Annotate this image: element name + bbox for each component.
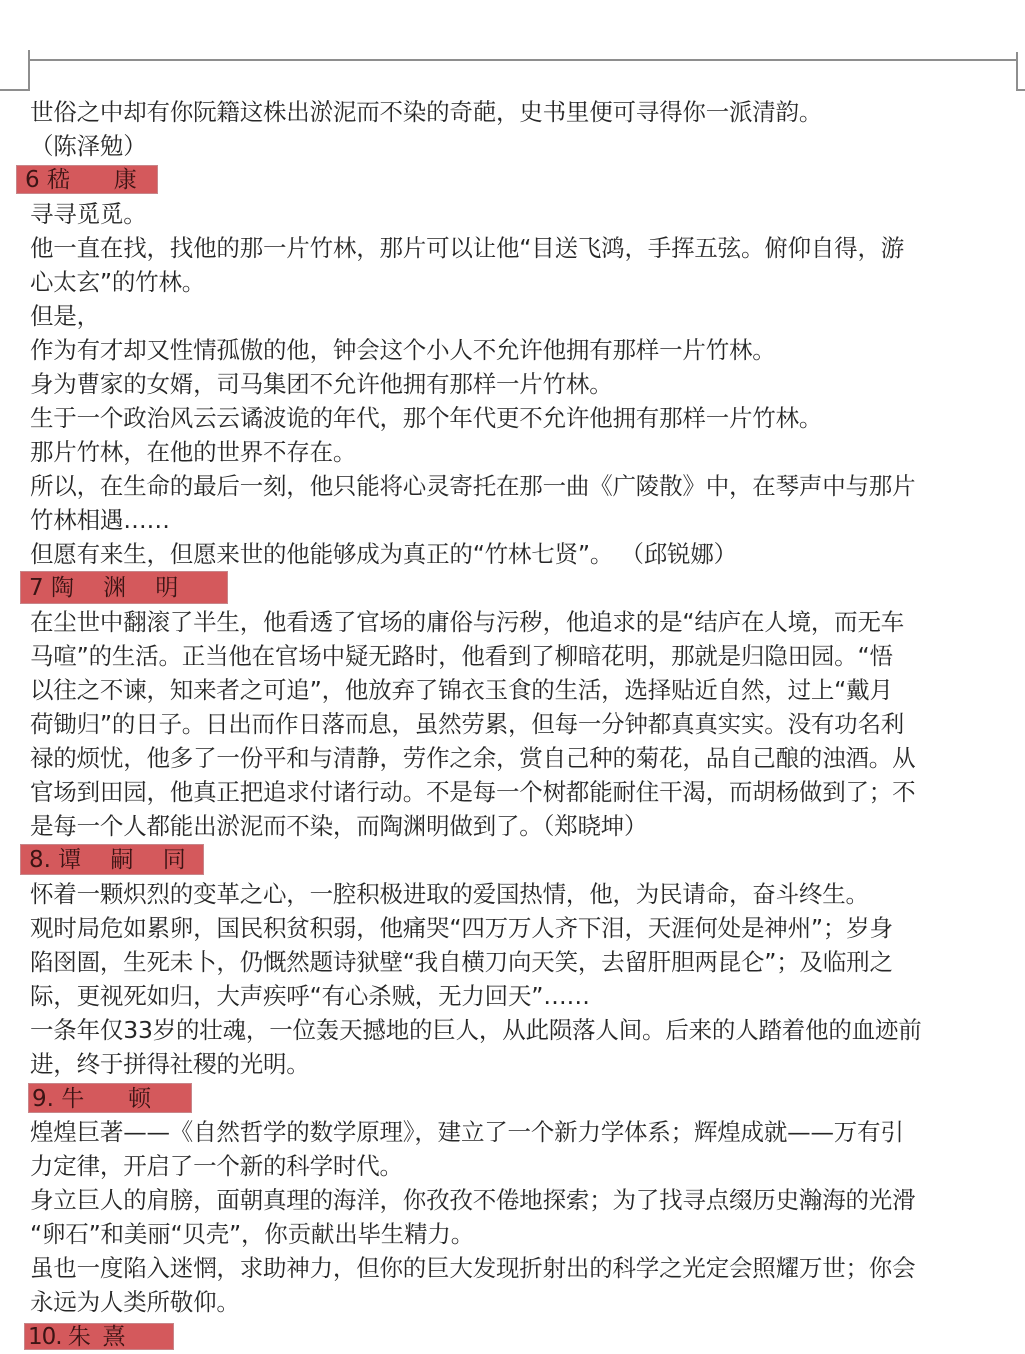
paragraph-line: 煌煌巨著——《自然哲学的数学原理》，建立了一个新力学体系；辉煌成就——万有引	[30, 1118, 904, 1146]
paragraph-line: 所以，在生命的最后一刻，他只能将心灵寄托在那一曲《广陵散》中，在琴声中与那片	[30, 472, 916, 500]
paragraph-line: “卵石”和美丽“贝壳”，你贡献出毕生精力。	[30, 1220, 474, 1248]
paragraph-line: 际，更视死如归，大声疾呼“有心杀贼，无力回天”……	[30, 982, 590, 1010]
paragraph-line: 但愿有来生，但愿来世的他能够成为真正的“竹林七贤”。 （邱锐娜）	[30, 540, 737, 568]
paragraph-line: 作为有才却又性情孤傲的他，钟会这个小人不允许他拥有那样一片竹林。	[30, 336, 776, 364]
paragraph-line: 虽也一度陷入迷惘，求助神力，但你的巨大发现折射出的科学之光定会照耀万世；你会	[30, 1254, 916, 1282]
author-credit: （陈泽勉）	[30, 132, 147, 160]
section-heading: 8. 谭 嗣 同	[20, 844, 204, 875]
crop-mark-left-vertical	[28, 50, 30, 91]
paragraph-line: 在尘世中翻滚了半生，他看透了官场的庸俗与污秽，他追求的是“结庐在人境，而无车	[30, 608, 905, 636]
paragraph-line: 官场到田园，他真正把追求付诸行动。不是每一个树都能耐住干渴，而胡杨做到了；不	[30, 778, 916, 806]
section-jikang	[25, 163, 1018, 571]
paragraph-line: 但是，	[30, 302, 100, 330]
section-taoyuanming	[30, 571, 1018, 843]
paragraph-line: 力定律，开启了一个新的科学时代。	[30, 1152, 403, 1180]
section-heading: 6 嵇 康	[16, 165, 158, 194]
crop-mark-right-vertical	[1016, 52, 1018, 91]
paragraph-line: 观时局危如累卵，国民积贫积弱，他痛哭“四万万人齐下泪，天涯何处是神州”；岁身	[30, 914, 893, 942]
paragraph-line: 荷锄归”的日子。日出而作日落而息，虽然劳累，但每一分钟都真真实实。没有功名利	[30, 710, 905, 738]
paragraph-line: 寻寻觅觅。	[30, 200, 147, 228]
paragraph-line: 进，终于拼得社稷的光明。	[30, 1050, 310, 1078]
section-newton	[30, 1081, 1018, 1319]
paragraph-line: 禄的烦忧，他多了一份平和与清静，劳作之余，赏自己种的菊花，品自己酿的浊酒。从	[30, 744, 916, 772]
section-heading-row	[30, 571, 1018, 605]
paragraph-line: 生于一个政治风云云谲波诡的年代，那个年代更不允许他拥有那样一片竹林。	[30, 404, 823, 432]
paragraph-line: 竹林相遇……	[30, 506, 170, 534]
paragraph-line: 怀着一颗炽烈的变革之心，一腔积极进取的爱国热情，他，为民请命，奋斗终生。	[30, 880, 869, 908]
paragraph-line: 陷囹圄，生死未卜，仍慨然题诗狱壁“我自横刀向天笑，去留肝胆两昆仑”；及临刑之	[30, 948, 893, 976]
section-heading-row	[30, 843, 1018, 877]
section-heading: 10. 朱 熹	[24, 1323, 174, 1350]
section-heading-row	[30, 1319, 1018, 1353]
paragraph-line: 一条年仅33岁的壮魂，一位轰天撼地的巨人，从此陨落人间。后来的人踏着他的血迹前	[30, 1016, 922, 1044]
section-heading: 9. 牛 顿	[28, 1083, 192, 1113]
paragraph-line: 心太玄”的竹林。	[30, 268, 206, 296]
paragraph-line: 他一直在找，找他的那一片竹林，那片可以让他“目送飞鸿，手挥五弦。俯仰自得，游	[30, 234, 905, 262]
paragraph-line: 以往之不谏，知来者之可追”，他放弃了锦衣玉食的生活，选择贴近自然，过上“戴月	[30, 676, 893, 704]
paragraph-line: 那片竹林，在他的世界不存在。	[30, 438, 357, 466]
crop-mark-right-horizontal	[1016, 89, 1025, 91]
section-zhuxi	[30, 1319, 1018, 1353]
paragraph-line: 永远为人类所敬仰。	[30, 1288, 240, 1316]
document-body	[25, 95, 1018, 1353]
section-tansitong	[30, 843, 1018, 1081]
paragraph-line: 是每一个人都能出淤泥而不染，而陶渊明做到了。（郑晓坤）	[30, 812, 648, 840]
paragraph-line: 世俗之中却有你阮籍这株出淤泥而不染的奇葩，史书里便可寻得你一派清韵。	[30, 98, 823, 126]
section-heading-row	[25, 163, 1018, 197]
section-ruanji	[30, 95, 1018, 163]
paragraph-line: 马喧”的生活。正当他在官场中疑无路时，他看到了柳暗花明，那就是归隐田园。“悟	[30, 642, 893, 670]
section-heading: 7 陶 渊 明	[20, 571, 228, 604]
paragraph-line: 身立巨人的肩膀，面朝真理的海洋，你孜孜不倦地探索；为了找寻点缀历史瀚海的光滑	[30, 1186, 916, 1214]
page-top-border	[30, 59, 1017, 61]
paragraph-line: 身为曹家的女婿，司马集团不允许他拥有那样一片竹林。	[30, 370, 613, 398]
crop-mark-left-horizontal	[0, 89, 30, 91]
section-heading-row	[30, 1081, 1018, 1115]
